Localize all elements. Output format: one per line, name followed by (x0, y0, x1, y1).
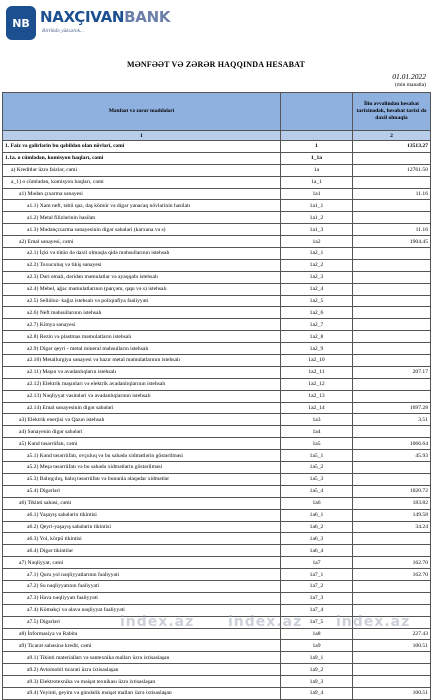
col-header-code (281, 93, 353, 131)
row-code: 1a7_5 (281, 616, 353, 628)
row-code: 1a6_4 (281, 545, 353, 557)
row-item-name: a2.12) Elektrik maşınları və elektrik avadanlıqlarının istehsalı (3, 378, 281, 390)
row-item-name: a3) Elektrik enerjisi və Qazın istehsalı (3, 414, 281, 426)
row-code: 1a_1 (281, 176, 353, 188)
bank-name (40, 8, 170, 26)
row-value (353, 592, 431, 604)
row-value: 45.93 (353, 450, 431, 462)
row-item-name: a7.5) Digərləri (3, 616, 281, 628)
row-item-name: a2.7) Kimya sənayesi (3, 319, 281, 331)
table-row (3, 355, 431, 367)
bank-tagline: Birlikdə yüksəlok... (42, 28, 85, 34)
table-row (3, 640, 431, 652)
row-code: 1a9_1 (281, 652, 353, 664)
row-code: 1a1_3 (281, 224, 353, 236)
table-row (3, 426, 431, 438)
row-item-name: a5.4) Digərləri (3, 485, 281, 497)
row-value: 100.51 (353, 687, 431, 699)
row-item-name: a2) Emal sənayesi, cəmi (3, 236, 281, 248)
row-value (353, 152, 431, 164)
row-item-name: a1.2) Metal filizlərinin hasilatı (3, 212, 281, 224)
row-value: 1904.45 (353, 236, 431, 248)
row-item-name: a8) İnformasiya və Rabitə (3, 628, 281, 640)
row-value (353, 259, 431, 271)
row-item-name: a2.11) Maşın və avadanlıqların istehsalı (3, 366, 281, 378)
row-value (353, 533, 431, 545)
row-code: 1a6 (281, 497, 353, 509)
row-value (353, 200, 431, 212)
row-code: 1a5_1 (281, 450, 353, 462)
row-item-name: a2.3) Dəri emalı, dəridən məmulatlar və ayaqqabı istehsalı (3, 271, 281, 283)
row-value: 162.70 (353, 569, 431, 581)
row-code: 1a2_5 (281, 295, 353, 307)
row-value (353, 664, 431, 676)
table-row (3, 248, 431, 260)
row-item-name: 1.1a. o cümlədən, komisyon haqları, cəmi (3, 152, 281, 164)
row-item-name: 1. Faiz və gəlirlərin bu qəbildən olan növləri, cəmi (3, 141, 281, 153)
row-code: 1a6_1 (281, 509, 353, 521)
row-item-name: a7.2) Su nəqliyyatının fəaliyyəti (3, 580, 281, 592)
row-item-name: a_1) o cümlədən, komisyon haqları, cəmi (3, 176, 281, 188)
row-value: 183.82 (353, 497, 431, 509)
bank-logo-icon: NB (6, 6, 36, 40)
table-row (3, 509, 431, 521)
row-item-name: a5) Kənd təsərrüfatı, cəmi (3, 438, 281, 450)
row-value (353, 331, 431, 343)
col-header-item: Mənfəət və zərər maddələri (3, 93, 281, 131)
table-row (3, 545, 431, 557)
bank-name-main: NAXÇIVAN (40, 8, 125, 26)
row-item-name: a6) Tikinti sahəsi, cəmi (3, 497, 281, 509)
row-value (353, 319, 431, 331)
row-value (353, 295, 431, 307)
row-code: 1 (281, 141, 353, 153)
table-row (3, 557, 431, 569)
row-code: 1a1_2 (281, 212, 353, 224)
row-code: 1a6_3 (281, 533, 353, 545)
col-num-item: 1 (3, 131, 281, 141)
row-code: 1a9 (281, 640, 353, 652)
report-date: 01.01.2022 (392, 72, 426, 81)
row-code: 1a2_12 (281, 378, 353, 390)
row-value (353, 676, 431, 688)
row-code: 1a2_14 (281, 402, 353, 414)
table-header-row (3, 93, 431, 131)
table-row (3, 224, 431, 236)
table-row (3, 378, 431, 390)
row-item-name: a6.2) Qeyri-yaşayış sahələrin tikintisi (3, 521, 281, 533)
row-value: 11.16 (353, 188, 431, 200)
row-code: 1a7 (281, 557, 353, 569)
row-value (353, 426, 431, 438)
row-value: 162.70 (353, 557, 431, 569)
table-row (3, 438, 431, 450)
table-row (3, 676, 431, 688)
row-code: 1a2_1 (281, 248, 353, 260)
row-code: 1a2_13 (281, 390, 353, 402)
row-value (353, 343, 431, 355)
row-item-name: a2.6) Neft məhsullarının istehsalı (3, 307, 281, 319)
table-row (3, 295, 431, 307)
table-row (3, 485, 431, 497)
row-code: 1a3 (281, 414, 353, 426)
row-item-name: a7.4) Köməkçi və əlavə nəqliyyat fəaliyyəti (3, 604, 281, 616)
table-row (3, 414, 431, 426)
row-value: 227.43 (353, 628, 431, 640)
bank-logo (6, 6, 171, 46)
table-row (3, 176, 431, 188)
table-row (3, 687, 431, 699)
table-row (3, 152, 431, 164)
row-code: 1a7_1 (281, 569, 353, 581)
row-code: 1a2 (281, 236, 353, 248)
row-code: 1a2_2 (281, 259, 353, 271)
row-code: 1a (281, 164, 353, 176)
report-unit: (min manatla) (394, 82, 426, 88)
row-code: 1a2_4 (281, 283, 353, 295)
row-item-name: a1.3) Mədənçıxarma sənayesinin digər sahələri (karxana və s) (3, 224, 281, 236)
table-row (3, 402, 431, 414)
row-value (353, 355, 431, 367)
row-value (353, 652, 431, 664)
row-value: 1066.64 (353, 438, 431, 450)
table-row (3, 533, 431, 545)
row-item-name: a7) Nəqliyyat, cəmi (3, 557, 281, 569)
table-row (3, 271, 431, 283)
watermark: index.az (228, 614, 303, 630)
table-row (3, 141, 431, 153)
row-code: 1a1_1 (281, 200, 353, 212)
row-code: 1a2_9 (281, 343, 353, 355)
table-row (3, 652, 431, 664)
row-value: 100.51 (353, 640, 431, 652)
table-row (3, 473, 431, 485)
row-item-name: a2.8) Rezin və plastmas məmulatların istehsalı (3, 331, 281, 343)
row-value (353, 545, 431, 557)
row-code: 1a9_3 (281, 676, 353, 688)
table-row (3, 580, 431, 592)
row-code: 1a5_3 (281, 473, 353, 485)
row-item-name: a9.3) Elektrotexnika və məişət texnikası üzrə ixtisaslaşan (3, 676, 281, 688)
watermark: index.az (336, 614, 411, 630)
row-value: 12761.50 (353, 164, 431, 176)
row-value (353, 283, 431, 295)
table-header-num-row (3, 131, 431, 141)
col-num-value: 2 (353, 131, 431, 141)
row-value (353, 212, 431, 224)
row-item-name: a2.5) Sellüloz- kağız istehsalı və poliqrafiya fəaliyyəti (3, 295, 281, 307)
row-code: 1a2_8 (281, 331, 353, 343)
table-row (3, 497, 431, 509)
table-row (3, 200, 431, 212)
table-row (3, 259, 431, 271)
row-item-name: a2.10) Metallurgiya sənayesi və hazır metal məmulatlarının istehsalı (3, 355, 281, 367)
row-item-name: a5.2) Meşə təsərrüfatı və bu sahədə xidmətlərin göstərilməsi (3, 462, 281, 474)
table-row (3, 450, 431, 462)
row-item-name: a7.1) Quru yol nəqliyyatlarının fəaliyyəti (3, 569, 281, 581)
row-item-name: a2.4) Mebel, ağac məmulatlarının (parçəm, qapı və s) istehsalı (3, 283, 281, 295)
row-item-name: a9.1) Tikinti materialları və santexnika malları üzrə ixtisaslaşan (3, 652, 281, 664)
row-value: 1020.72 (353, 485, 431, 497)
table-row (3, 283, 431, 295)
col-header-value: İlin əvvəlindən hesabat tarixinədək, hesabat tarixi də daxil olmaqla (353, 93, 431, 131)
table-row (3, 343, 431, 355)
row-value: 149.58 (353, 509, 431, 521)
row-code: 1a5 (281, 438, 353, 450)
row-code: 1a2_3 (281, 271, 353, 283)
table-row (3, 592, 431, 604)
row-value (353, 473, 431, 485)
table-row (3, 390, 431, 402)
table-row (3, 236, 431, 248)
row-code: 1a7_2 (281, 580, 353, 592)
row-code: 1a4 (281, 426, 353, 438)
row-item-name: a2.14) Emal sənayesinin digər sahələri (3, 402, 281, 414)
report-title: MƏNFƏƏT VƏ ZƏRƏR HAQQINDA HESABAT (126, 60, 306, 69)
row-item-name: a5.3) Balıqçılıq, balıq təsərrüfatı və bununla əlaqədar xidmətlər (3, 473, 281, 485)
row-item-name: a6.1) Yaşayış sahələrin tikintisi (3, 509, 281, 521)
row-code: 1a2_10 (281, 355, 353, 367)
row-value (353, 390, 431, 402)
table-row (3, 188, 431, 200)
row-value (353, 378, 431, 390)
row-code: 1a5_4 (281, 485, 353, 497)
row-value (353, 248, 431, 260)
row-item-name: a1.1) Xam neft, təbii qaz, daş kömür və digər yanacaq növlərinin hasilatı (3, 200, 281, 212)
row-item-name: a4) Sənayenin digər sahələri (3, 426, 281, 438)
table-row (3, 212, 431, 224)
row-value (353, 307, 431, 319)
table-row (3, 462, 431, 474)
row-code: 1a2_6 (281, 307, 353, 319)
col-num-code (281, 131, 353, 141)
row-code: 1a2_7 (281, 319, 353, 331)
table-row (3, 319, 431, 331)
row-value (353, 580, 431, 592)
row-code: 1_1a (281, 152, 353, 164)
row-value (353, 462, 431, 474)
row-item-name: a9) Ticarət sahəsinə kredit, cəmi (3, 640, 281, 652)
row-item-name: a1) Mədən çıxarma sənayesi (3, 188, 281, 200)
row-value (353, 176, 431, 188)
row-item-name: a2.1) İçki və tütün də daxil olmaqla qida məhsullarının istehsalı (3, 248, 281, 260)
row-item-name: a2.13) Nəqliyyat vasitələri və avadanlıqlarının istehsalı (3, 390, 281, 402)
row-item-name: a) Kreditlər üzrə faizlər, cəmi (3, 164, 281, 176)
row-item-name: a7.3) Hava nəqliyyatı fəaliyyəti (3, 592, 281, 604)
bank-name-suffix: BANK (124, 8, 171, 26)
row-value: 11.16 (353, 224, 431, 236)
row-item-name: a6.4) Digər tikintilər (3, 545, 281, 557)
row-code: 1a7_4 (281, 604, 353, 616)
table-row (3, 331, 431, 343)
table-row (3, 521, 431, 533)
row-code: 1a9_2 (281, 664, 353, 676)
row-code: 1a2_11 (281, 366, 353, 378)
row-code: 1a5_2 (281, 462, 353, 474)
row-value (353, 271, 431, 283)
row-code: 1a6_2 (281, 521, 353, 533)
row-item-name: a6.3) Yol, körpü tikintisi (3, 533, 281, 545)
row-item-name: a9.4) Yeyinti, geyim və gündəlik məişət malları üzrə ixtisaslaşan (3, 687, 281, 699)
report-table (2, 92, 431, 700)
row-item-name: a9.2) Avtomobil ticarəti üzrə ixtisaslaşan (3, 664, 281, 676)
row-value: 1697.28 (353, 402, 431, 414)
table-row (3, 569, 431, 581)
row-code: 1a8 (281, 628, 353, 640)
row-item-name: a2.9) Digər qeyri - metal mineral məhsulların istehsalı (3, 343, 281, 355)
row-value: 207.17 (353, 366, 431, 378)
watermark: index.az (120, 614, 195, 630)
row-code: 1a1 (281, 188, 353, 200)
table-row (3, 664, 431, 676)
row-value: 34.24 (353, 521, 431, 533)
row-value: 3.51 (353, 414, 431, 426)
row-item-name: a2.2) Toxuculuq və tikiş sənayesi (3, 259, 281, 271)
row-code: 1a7_3 (281, 592, 353, 604)
table-row (3, 307, 431, 319)
row-value: 13513.27 (353, 141, 431, 153)
row-code: 1a9_4 (281, 687, 353, 699)
row-item-name: a5.1) Kənd təsərrüfatı, ovçuluq və bu sahədə xidmətlərin göstərilməsi (3, 450, 281, 462)
table-row (3, 164, 431, 176)
table-row (3, 366, 431, 378)
